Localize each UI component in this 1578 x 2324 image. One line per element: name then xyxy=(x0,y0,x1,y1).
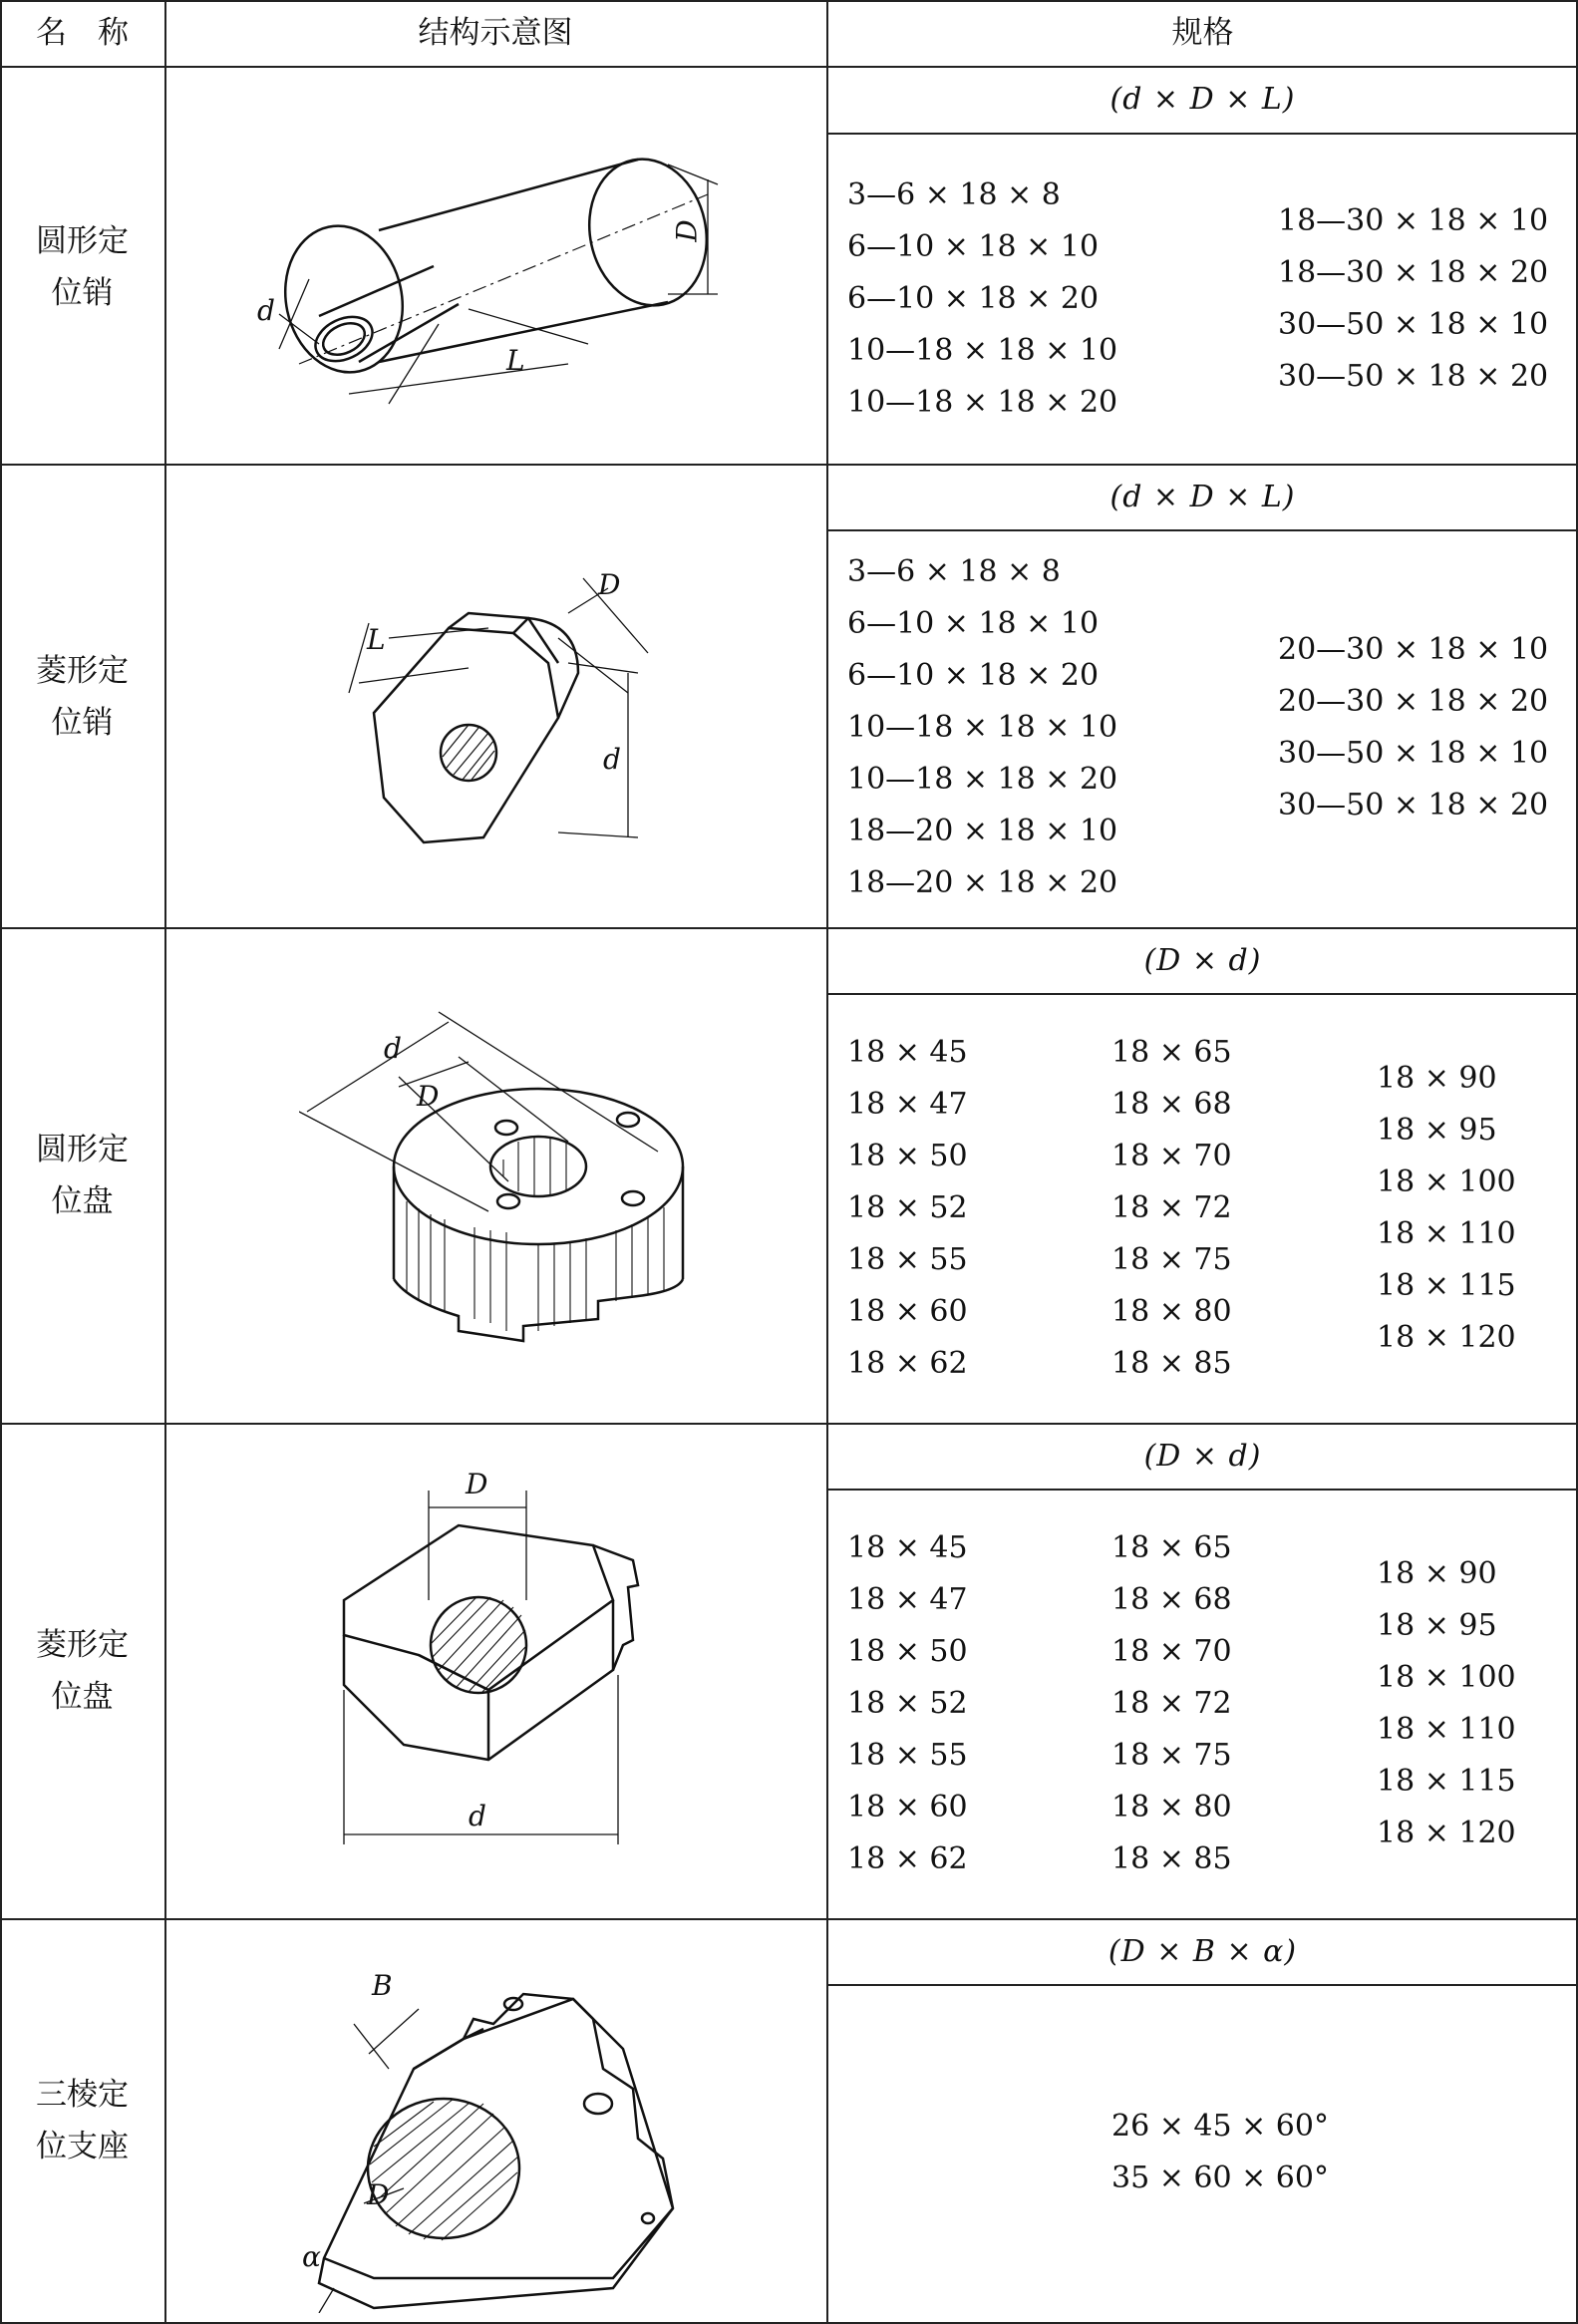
row-name-line2: 位销 xyxy=(51,705,114,741)
diamond-pin-figure xyxy=(329,543,668,862)
spec-value: 30—50 × 18 × 20 xyxy=(1278,788,1549,823)
dim-label-d: d xyxy=(469,1800,486,1832)
row-name xyxy=(0,645,164,749)
spec-value: 18 × 50 xyxy=(847,1634,968,1669)
dim-label-D: D xyxy=(670,219,704,242)
dim-label-d: d xyxy=(257,294,275,327)
dim-label-L: L xyxy=(367,623,386,656)
spec-column xyxy=(1377,1548,1516,1859)
row-name xyxy=(0,215,164,319)
spec-value: 35 × 60 × 60° xyxy=(1111,2160,1329,2195)
dim-label-D: D xyxy=(598,568,621,601)
spec-value: 18 × 120 xyxy=(1377,1816,1516,1850)
spec-value: 18 × 75 xyxy=(1111,1738,1232,1773)
spec-value: 18 × 90 xyxy=(1377,1556,1497,1591)
dim-label-D: D xyxy=(417,1080,440,1113)
dim-label-B: B xyxy=(372,1969,393,2002)
spec-value: 18 × 75 xyxy=(1111,1242,1232,1277)
spec-value: 30—50 × 18 × 10 xyxy=(1278,736,1549,771)
row-name-line1: 菱形定 xyxy=(36,1627,129,1663)
spec-value: 18 × 65 xyxy=(1111,1530,1232,1565)
dim-label-d: d xyxy=(384,1032,402,1065)
spec-value: 18 × 95 xyxy=(1377,1608,1497,1643)
spec-value: 18 × 70 xyxy=(1111,1634,1232,1669)
spec-value: 18 × 100 xyxy=(1377,1164,1516,1199)
spec-column xyxy=(847,1027,968,1390)
spec-value: 18 × 120 xyxy=(1377,1320,1516,1355)
spec-value: 18 × 52 xyxy=(847,1686,968,1721)
row-name xyxy=(0,2069,164,2172)
header-figure: 结构示意图 xyxy=(418,15,573,51)
spec-value: 18 × 60 xyxy=(847,1294,968,1329)
spec-value: 18 × 70 xyxy=(1111,1139,1232,1173)
spec-value: 18 × 115 xyxy=(1377,1764,1516,1799)
spec-value: 18 × 85 xyxy=(1111,1841,1232,1876)
header-spec: 规格 xyxy=(1171,15,1234,51)
spec-value: 18—20 × 18 × 10 xyxy=(847,814,1118,848)
header-name: 名 称 xyxy=(36,15,129,51)
spec-value: 18 × 55 xyxy=(847,1242,968,1277)
row-name xyxy=(0,1124,164,1227)
round-plate-figure xyxy=(299,1002,698,1351)
spec-value: 18 × 110 xyxy=(1377,1216,1516,1251)
spec-value: 18 × 45 xyxy=(847,1035,968,1070)
row-name-line2: 位盘 xyxy=(51,1183,114,1219)
spec-value: 18—20 × 18 × 20 xyxy=(847,865,1118,900)
spec-value: 18 × 52 xyxy=(847,1190,968,1225)
spec-value: 18 × 62 xyxy=(847,1346,968,1381)
row-name-line2: 位销 xyxy=(51,275,114,311)
spec-value: 6—10 × 18 × 10 xyxy=(847,606,1100,641)
dim-label-L: L xyxy=(506,344,525,377)
spec-column xyxy=(1111,2101,1329,2204)
spec-column xyxy=(1278,624,1548,831)
row-name xyxy=(0,1619,164,1723)
spec-format: (d × D × L) xyxy=(1109,82,1296,117)
spec-format: (D × B × α) xyxy=(1107,1934,1298,1969)
spec-value: 6—10 × 18 × 20 xyxy=(847,658,1100,693)
spec-value: 3—6 × 18 × 8 xyxy=(847,177,1061,212)
spec-value: 30—50 × 18 × 10 xyxy=(1278,307,1549,342)
spec-value: 10—18 × 18 × 20 xyxy=(847,762,1118,797)
spec-value: 10—18 × 18 × 20 xyxy=(847,385,1118,420)
spec-value: 18 × 85 xyxy=(1111,1346,1232,1381)
spec-value: 18 × 100 xyxy=(1377,1660,1516,1695)
triangular-support-figure xyxy=(294,1959,703,2313)
spec-value: 18 × 45 xyxy=(847,1530,968,1565)
spec-value: 18 × 47 xyxy=(847,1087,968,1122)
row-name-line2: 位支座 xyxy=(36,2129,129,2164)
spec-value: 18 × 60 xyxy=(847,1790,968,1825)
spec-value: 18 × 72 xyxy=(1111,1190,1232,1225)
spec-value: 18 × 55 xyxy=(847,1738,968,1773)
dim-label-d: d xyxy=(603,743,621,776)
dim-label-alpha: α xyxy=(302,2240,321,2273)
spec-value: 18 × 50 xyxy=(847,1139,968,1173)
spec-column xyxy=(847,169,1117,429)
spec-format: (D × d) xyxy=(1143,943,1262,978)
spec-format: (D × d) xyxy=(1143,1439,1262,1474)
row-name-line1: 三棱定 xyxy=(36,2077,129,2113)
spec-value: 18 × 62 xyxy=(847,1841,968,1876)
table-rule xyxy=(164,0,166,2324)
spec-value: 18 × 110 xyxy=(1377,1712,1516,1747)
spec-column xyxy=(1111,1027,1232,1390)
spec-column xyxy=(1278,195,1548,403)
spec-value: 20—30 × 18 × 10 xyxy=(1278,632,1549,667)
spec-value: 18 × 80 xyxy=(1111,1790,1232,1825)
spec-column xyxy=(847,1522,968,1885)
row-name-line1: 菱形定 xyxy=(36,653,129,689)
round-pin-figure xyxy=(239,105,758,434)
row-name-line2: 位盘 xyxy=(51,1679,114,1715)
spec-value: 6—10 × 18 × 10 xyxy=(847,229,1100,264)
dim-label-D: D xyxy=(367,2178,390,2211)
spec-value: 18 × 90 xyxy=(1377,1061,1497,1096)
spec-value: 18 × 65 xyxy=(1111,1035,1232,1070)
table-rule xyxy=(827,133,1578,135)
row-name-line1: 圆形定 xyxy=(36,1132,129,1167)
spec-value: 18 × 68 xyxy=(1111,1087,1232,1122)
spec-column xyxy=(1111,1522,1232,1885)
spec-value: 18 × 47 xyxy=(847,1582,968,1617)
spec-value: 18 × 72 xyxy=(1111,1686,1232,1721)
spec-value: 26 × 45 × 60° xyxy=(1111,2109,1329,2144)
spec-column xyxy=(847,546,1117,909)
spec-value: 18 × 68 xyxy=(1111,1582,1232,1617)
spec-value: 18 × 115 xyxy=(1377,1268,1516,1303)
spec-value: 18—30 × 18 × 10 xyxy=(1278,203,1549,238)
spec-format: (d × D × L) xyxy=(1109,480,1296,514)
spec-value: 3—6 × 18 × 8 xyxy=(847,554,1061,589)
dim-label-D: D xyxy=(466,1468,488,1500)
spec-value: 30—50 × 18 × 20 xyxy=(1278,359,1549,394)
spec-value: 18 × 95 xyxy=(1377,1113,1497,1148)
row-name-line1: 圆形定 xyxy=(36,223,129,259)
spec-column xyxy=(1377,1053,1516,1364)
spec-value: 20—30 × 18 × 20 xyxy=(1278,684,1549,719)
spec-value: 6—10 × 18 × 20 xyxy=(847,281,1100,316)
spec-value: 18—30 × 18 × 20 xyxy=(1278,255,1549,290)
spec-value: 10—18 × 18 × 10 xyxy=(847,333,1118,368)
spec-value: 18 × 80 xyxy=(1111,1294,1232,1329)
diamond-plate-figure xyxy=(329,1468,668,1854)
spec-value: 10—18 × 18 × 10 xyxy=(847,710,1118,745)
